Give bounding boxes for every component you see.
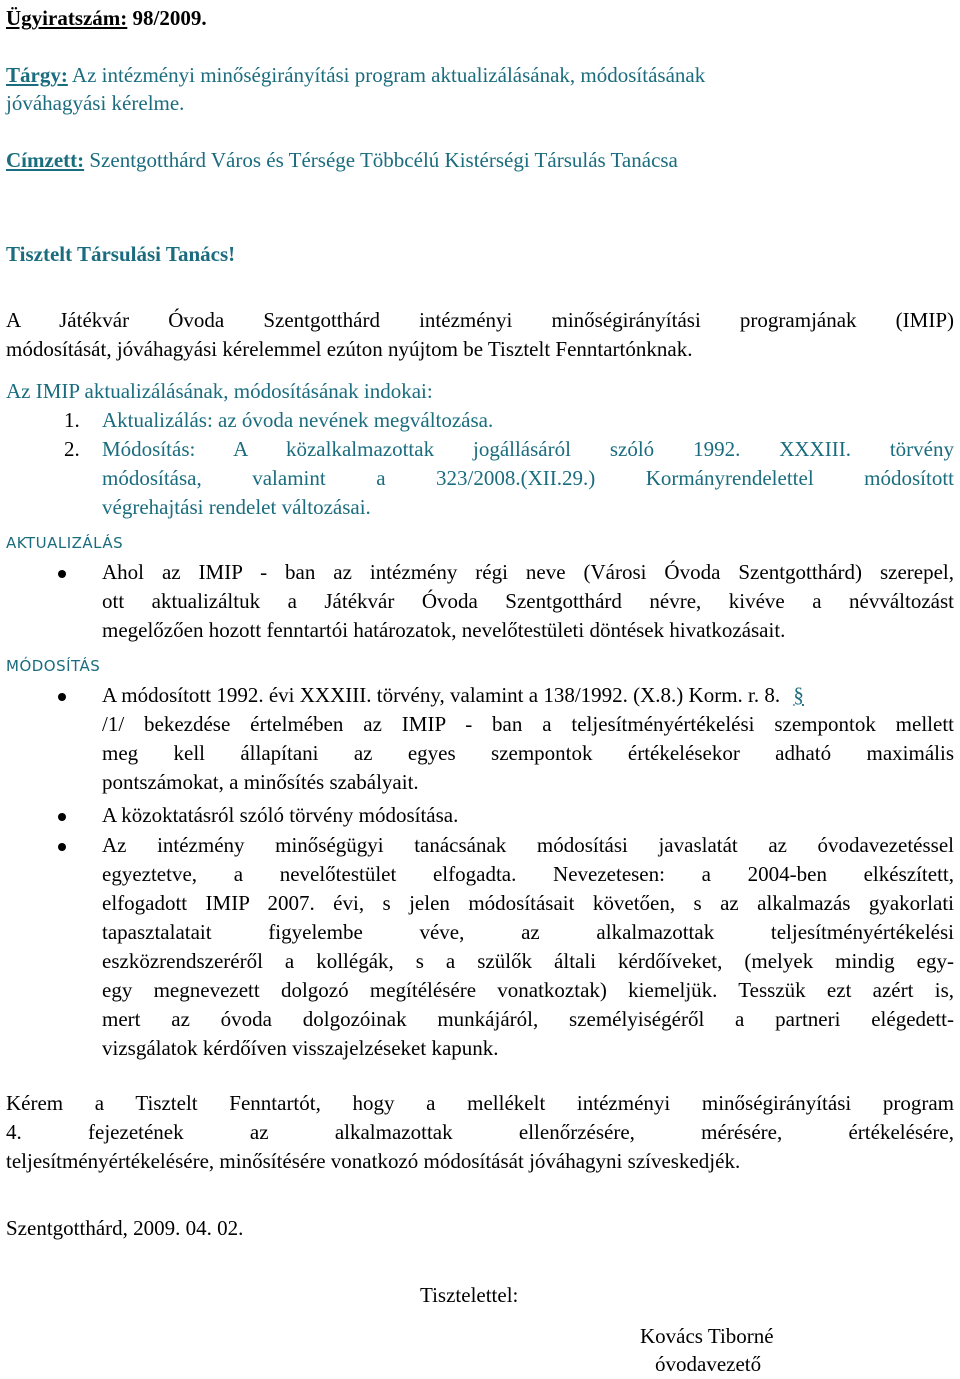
signature-title: óvodavezető bbox=[655, 1352, 762, 1376]
modify-text: meg kell állapítani az egyes szempontok értékelésekor adható maximális bbox=[102, 741, 954, 765]
reason-text: végrehajtási rendelet változásai. bbox=[102, 495, 371, 519]
reason-text: Módosítás: A közalkalmazottak jogállásáról szóló 1992. XXXIII. törvény bbox=[102, 437, 954, 461]
modify-text: egy megnevezett dolgozó megítélésére vonatkoztak) kiemeljük. Tesszük ezt azért is, bbox=[102, 978, 954, 1002]
modify-text: Az intézmény minőségügyi tanácsának módosítási javaslatát az óvodavezetéssel bbox=[102, 833, 954, 857]
subject-label: Tárgy: bbox=[6, 63, 68, 87]
subject-line bbox=[6, 61, 705, 90]
intro-line: módosítását, jóváhagyási kérelemmel ezúton nyújtom be Tisztelt Fenntartónknak. bbox=[6, 337, 693, 361]
modify-text: A közoktatásról szóló törvény módosítása. bbox=[102, 803, 459, 827]
update-text: Ahol az IMIP - ban az intézmény régi neve (Városi Óvoda Szentgotthárd) szerepel, bbox=[102, 560, 954, 584]
intro-line: A Játékvár Óvoda Szentgotthárd intézményi minőségirányítási programjának (IMIP) bbox=[6, 308, 954, 332]
section-heading-modify: MÓDOSÍTÁS bbox=[6, 657, 101, 675]
modify-text: eszközrendszeréről a kollégák, s a szülők általi kérdőíveket, (melyek mindig egy- bbox=[102, 949, 954, 973]
modify-text: elfogadott IMIP 2007. évi, s jelen módosításait követően, s az alkalmazás gyakorlati bbox=[102, 891, 954, 915]
salutation: Tisztelt Társulási Tanács! bbox=[6, 242, 236, 266]
modify-text: egyeztetve, a nevelőtestület elfogadta. Nevezetesen: a 2004-ben elkészített, bbox=[102, 862, 954, 886]
modify-text bbox=[102, 681, 804, 710]
section-sign: § bbox=[793, 683, 804, 707]
closing: Tisztelettel: bbox=[420, 1283, 519, 1307]
request-text: Kérem a Tisztelt Fenntartót, hogy a mellékelt intézményi minőségirányítási program bbox=[6, 1091, 954, 1115]
reference-label: Ügyiratszám: bbox=[6, 6, 128, 30]
bullet-icon bbox=[58, 843, 66, 851]
modify-text: vizsgálatok kérdőíven visszajelzéseket kapunk. bbox=[102, 1036, 499, 1060]
request-text: 4. fejezetének az alkalmazottak ellenőrzésére, mérésére, értékelésére, bbox=[6, 1120, 954, 1144]
modify-text: tapasztalatait figyelembe véve, az alkalmazottak teljesítményértékelési bbox=[102, 920, 954, 944]
modify-text: mert az óvoda dolgozóinak munkájáról, személyiségéről a partneri elégedett- bbox=[102, 1007, 954, 1031]
request-text: teljesítményértékelésére, minősítésére vonatkozó módosítását jóváhagyni szíveskedjék. bbox=[6, 1149, 741, 1173]
recipient-line bbox=[6, 146, 678, 175]
recipient-text: Szentgotthárd Város és Térsége Többcélú Kistérségi Társulás Tanácsa bbox=[89, 148, 678, 172]
reason-number: 2. bbox=[64, 437, 80, 461]
bullet-icon bbox=[58, 693, 66, 701]
modify-text: pontszámokat, a minősítés szabályait. bbox=[102, 770, 419, 794]
place-date: Szentgotthárd, 2009. 04. 02. bbox=[6, 1216, 244, 1240]
reference-number: 98/2009. bbox=[132, 6, 207, 30]
reason-text: módosítása, valamint a 323/2008.(XII.29.) Kormányrendelettel módosított bbox=[102, 466, 954, 490]
reasons-title: Az IMIP aktualizálásának, módosításának indokai: bbox=[6, 379, 433, 403]
subject-text: Az intézményi minőségirányítási program aktualizálásának, módosításának bbox=[71, 63, 706, 87]
subject-text-cont: jóváhagyási kérelme. bbox=[6, 91, 185, 115]
reference-line bbox=[6, 4, 207, 33]
section-heading-update: AKTUALIZÁLÁS bbox=[6, 534, 124, 552]
bullet-icon bbox=[58, 570, 66, 578]
reason-text: Aktualizálás: az óvoda nevének megváltozása. bbox=[102, 408, 494, 432]
update-text: ott aktualizáltuk a Játékvár Óvoda Szentgotthárd névre, kivéve a névváltozást bbox=[102, 589, 954, 613]
bullet-icon bbox=[58, 813, 66, 821]
signature-name: Kovács Tiborné bbox=[640, 1324, 774, 1348]
recipient-label: Címzett: bbox=[6, 148, 85, 172]
update-text: megelőzően hozott fenntartói határozatok, nevelőtestületi döntések hivatkozásait. bbox=[102, 618, 786, 642]
reason-number: 1. bbox=[64, 408, 80, 432]
modify-text: /1/ bekezdése értelmében az IMIP - ban a teljesítményértékelési szempontok mellett bbox=[102, 712, 954, 736]
modify-text-main: A módosított 1992. évi XXXIII. törvény, valamint a 138/1992. (X.8.) Korm. r. 8. bbox=[102, 683, 781, 707]
